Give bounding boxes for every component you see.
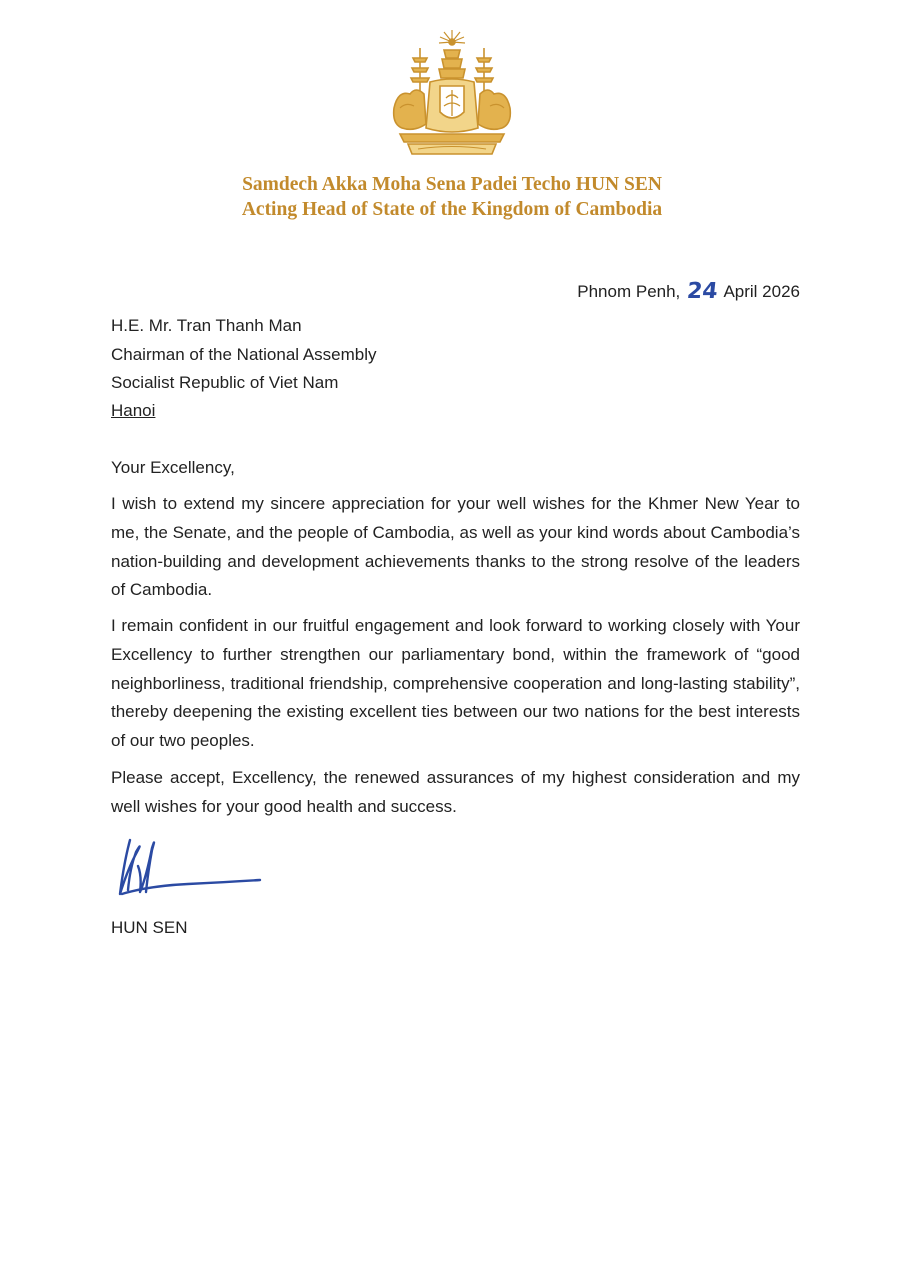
handwritten-signature-icon [108, 828, 268, 908]
signer-name: HUN SEN [111, 918, 188, 937]
royal-arms-of-cambodia-icon [384, 28, 520, 160]
body-paragraph-3: Please accept, Excellency, the renewed assurances of my highest consideration and my well wishes for your good health and success. [111, 768, 800, 816]
date-month-year: April 2026 [723, 282, 800, 301]
recipient-city: Hanoi [111, 401, 156, 420]
date-day: 24 [685, 279, 719, 304]
letter-date [577, 278, 800, 303]
recipient-title: Chairman of the National Assembly [111, 345, 377, 364]
body-paragraph-1: I wish to extend my sincere appreciation for your well wishes for the Khmer New Year to me, the Senate, and the people of Cambodia, as well as your kind words about Cambodia’s nation-building and development achievements thanks to the strong resolve of the leaders of Cambodia. [111, 494, 800, 600]
letterhead-name: Samdech Akka Moha Sena Padei Techo HUN SEN [242, 174, 662, 195]
body-paragraph-2: I remain confident in our fruitful engagement and look forward to working closely with Your Excellency to further strengthen our parliamentary bond, within the framework of “good neighborliness, traditional friendship, comprehensive cooperation and long-lasting stability”, thereby deepening the existing excellent ties between our two nations for the best interests of our two peoples. [111, 616, 800, 751]
salutation: Your Excellency, [111, 458, 235, 477]
recipient-name: H.E. Mr. Tran Thanh Man [111, 316, 302, 335]
recipient-country: Socialist Republic of Viet Nam [111, 373, 339, 392]
letterhead-title: Acting Head of State of the Kingdom of Cambodia [241, 199, 663, 220]
date-place: Phnom Penh, [577, 282, 681, 301]
